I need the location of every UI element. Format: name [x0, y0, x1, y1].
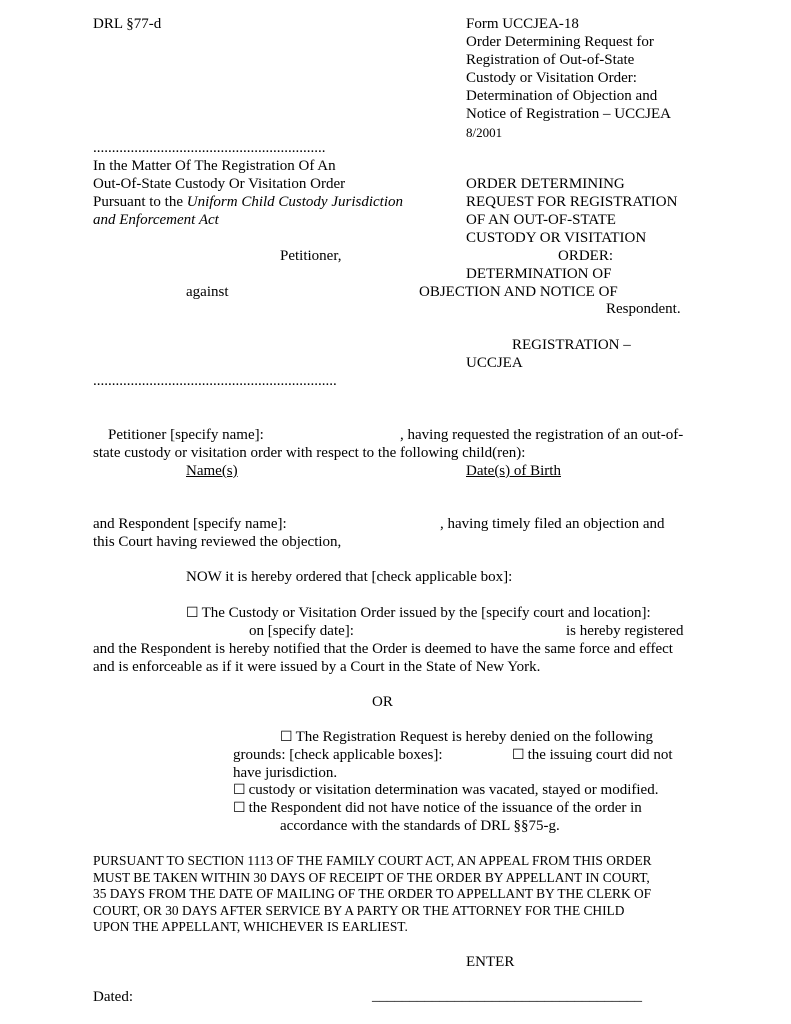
or-separator: OR — [372, 694, 393, 710]
no-jurisdiction-checkbox[interactable]: ☐ — [512, 747, 525, 763]
ground-vacated — [233, 782, 658, 800]
act-name-italic: and Enforcement Act — [93, 212, 219, 228]
appeal-notice-line: 35 DAYS FROM THE DATE OF MAILING OF THE ORDER TO APPELLANT BY THE CLERK OF — [93, 886, 652, 901]
respondent-objection-text: this Court having reviewed the objection, — [93, 534, 342, 550]
children-names-header: Name(s) — [186, 463, 238, 479]
deny-checkbox[interactable]: ☐ — [280, 729, 293, 745]
order-title-line: OBJECTION AND NOTICE OF — [419, 284, 618, 300]
petitioner-request-text: , having requested the registration of an out-of- — [400, 427, 684, 443]
matter-line — [93, 194, 403, 212]
now-ordered-text: NOW it is hereby ordered that [check applicable box]: — [186, 569, 513, 585]
ground-no-notice — [233, 800, 642, 818]
respondent-name-label: and Respondent [specify name]: — [93, 516, 287, 532]
form-title-line: Notice of Registration – UCCJEA — [466, 106, 671, 122]
appeal-notice-line: UPON THE APPELLANT, WHICHEVER IS EARLIEST. — [93, 919, 408, 934]
appeal-notice-line: PURSUANT TO SECTION 1113 OF THE FAMILY COURT ACT, AN APPEAL FROM THIS ORDER — [93, 853, 652, 868]
ground-no-jurisdiction — [512, 747, 673, 765]
children-dob-header: Date(s) of Birth — [466, 463, 561, 479]
order-title-line: REGISTRATION – — [512, 337, 631, 353]
judge-signature-line: ____________________________________ — [372, 988, 642, 1004]
appeal-notice-line: MUST BE TAKEN WITHIN 30 DAYS OF RECEIPT OF THE ORDER BY APPELLANT IN COURT, — [93, 870, 650, 885]
order-title-line: ORDER: — [558, 248, 614, 264]
petitioner-request-text: state custody or visitation order with respect to the following child(ren): — [93, 445, 526, 461]
respondent-label: Respondent. — [606, 301, 681, 317]
order-date-label: on [specify date]: — [249, 623, 354, 639]
matter-line: In the Matter Of The Registration Of An — [93, 158, 336, 174]
matter-text: Pursuant to the — [93, 194, 187, 210]
option-register-text: and the Respondent is hereby notified that the Order is deemed to have the same force and effect — [93, 641, 673, 657]
statute-reference: DRL §77-d — [93, 16, 162, 32]
order-title-line: DETERMINATION OF — [466, 266, 612, 282]
dated-label: Dated: — [93, 989, 133, 1005]
enter-label: ENTER — [466, 954, 515, 970]
form-title-line: Order Determining Request for — [466, 34, 654, 50]
petitioner-label: Petitioner, — [280, 248, 342, 264]
respondent-objection-text: , having timely filed an objection and — [440, 516, 665, 532]
option-register-text: and is enforceable as if it were issued by a Court in the State of New York. — [93, 659, 541, 675]
registered-text: is hereby registered — [566, 623, 684, 639]
order-title-line: UCCJEA — [466, 355, 523, 371]
ground-text: accordance with the standards of DRL §§75-g. — [280, 818, 560, 834]
ground-text: the Respondent did not have notice of the issuance of the order in — [248, 800, 642, 816]
petitioner-name-label: Petitioner [specify name]: — [108, 427, 264, 443]
ground-text: custody or visitation determination was vacated, stayed or modified. — [248, 782, 659, 798]
vacated-checkbox[interactable]: ☐ — [233, 782, 246, 798]
option-register-line — [186, 605, 651, 623]
form-number: Form UCCJEA-18 — [466, 16, 579, 32]
grounds-label: grounds: [check applicable boxes]: — [233, 747, 443, 763]
order-title-line: OF AN OUT-OF-STATE — [466, 212, 616, 228]
form-revision-date: 8/2001 — [466, 125, 503, 140]
against-label: against — [186, 284, 229, 300]
caption-divider-top: .............................................................. — [93, 140, 326, 156]
register-checkbox[interactable]: ☐ — [186, 605, 199, 621]
order-title-line: ORDER DETERMINING — [466, 176, 625, 192]
form-title-line: Determination of Objection and — [466, 88, 658, 104]
order-title-line: REQUEST FOR REGISTRATION — [466, 194, 678, 210]
form-title-line: Custody or Visitation Order: — [466, 70, 637, 86]
order-title-line: CUSTODY OR VISITATION — [466, 230, 647, 246]
act-name-italic: Uniform Child Custody Jurisdiction — [186, 194, 404, 210]
ground-text: the issuing court did not — [527, 747, 673, 763]
option-register-text: The Custody or Visitation Order issued by the [specify court and location]: — [201, 605, 651, 621]
no-notice-checkbox[interactable]: ☐ — [233, 800, 246, 816]
ground-text: have jurisdiction. — [233, 765, 338, 781]
caption-divider-bottom: ................................................................. — [93, 373, 337, 389]
act-name-italic-line — [93, 212, 219, 230]
form-title-line: Registration of Out-of-State — [466, 52, 635, 68]
matter-line: Out-Of-State Custody Or Visitation Order — [93, 176, 346, 192]
appeal-notice-line: COURT, OR 30 DAYS AFTER SERVICE BY A PARTY OR THE ATTORNEY FOR THE CHILD — [93, 903, 625, 918]
option-deny-line — [280, 729, 653, 747]
option-deny-text: The Registration Request is hereby denied on the following — [295, 729, 653, 745]
